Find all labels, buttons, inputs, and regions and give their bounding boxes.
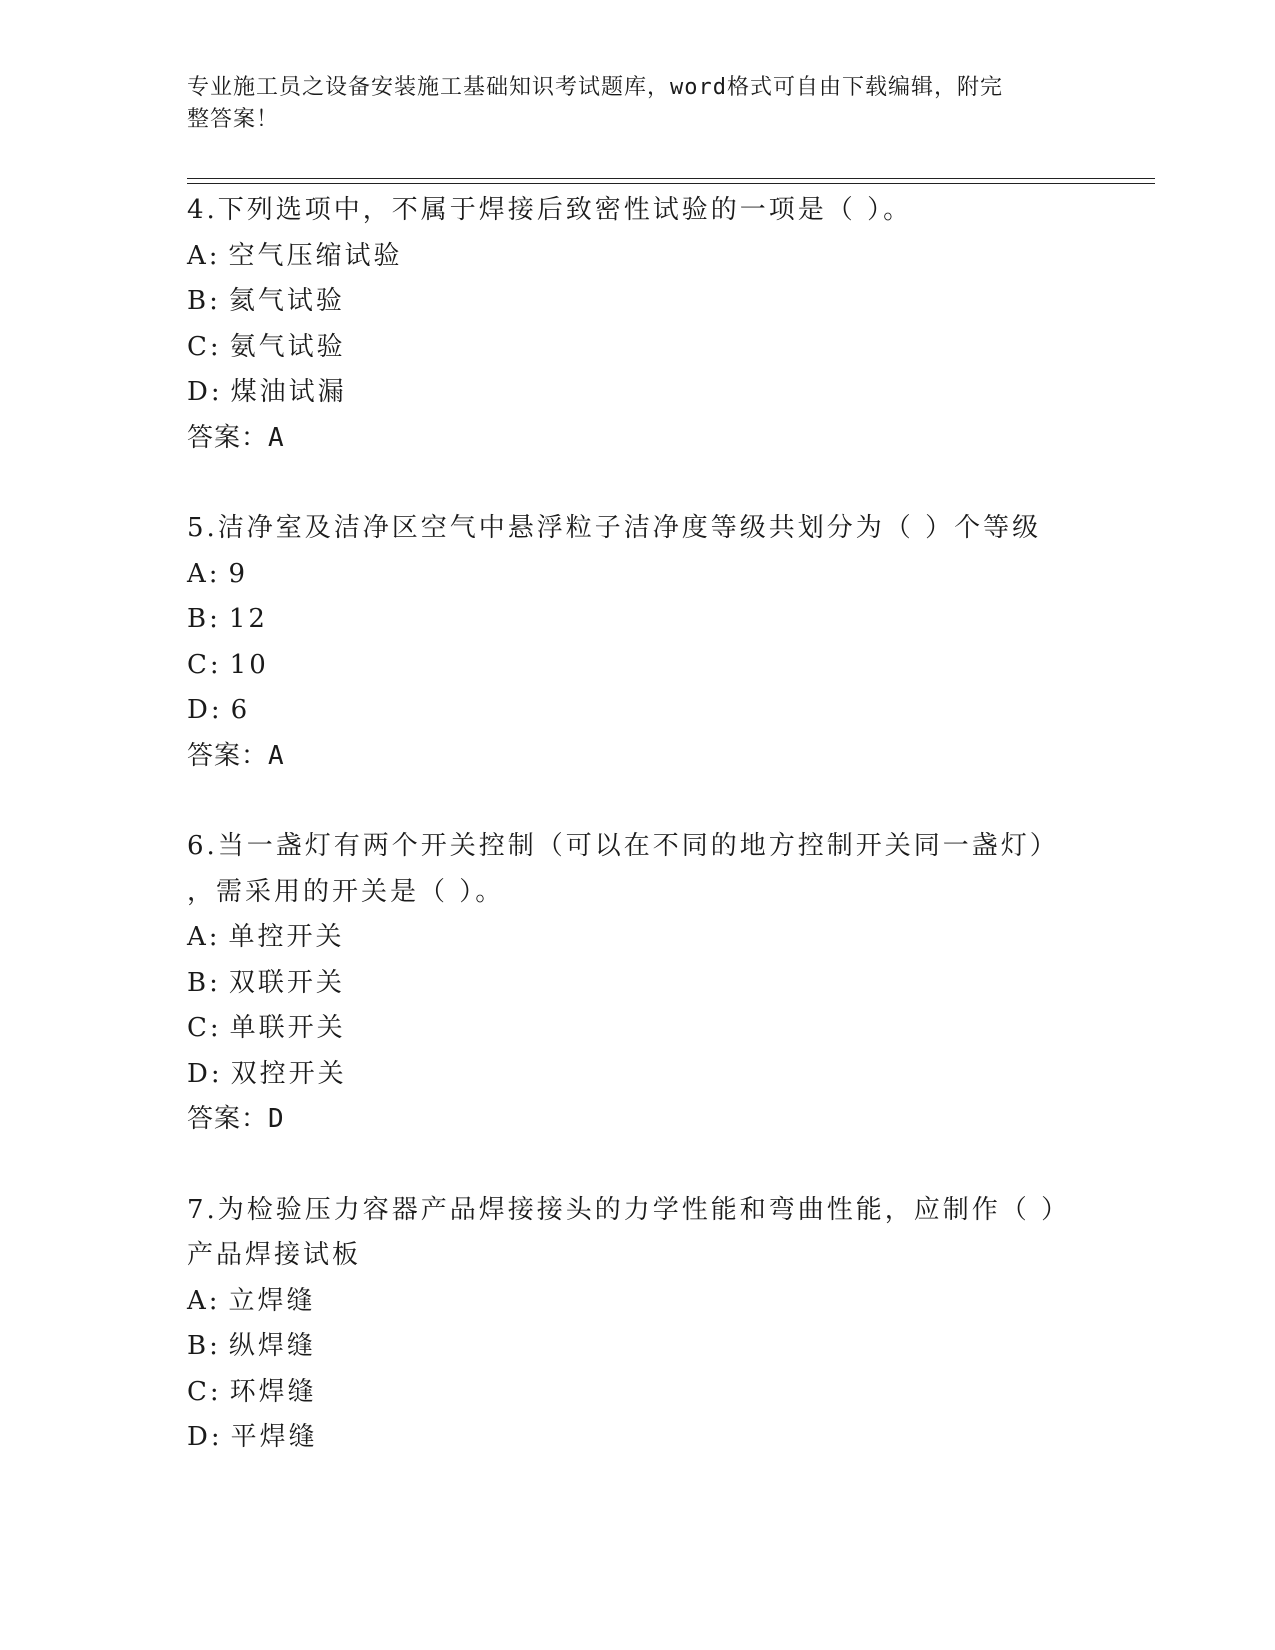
question-text-continued: 产品焊接试板: [187, 1240, 362, 1270]
question-text: 7.为检验压力容器产品焊接接头的力学性能和弯曲性能，应制作（ ）: [187, 1194, 1071, 1225]
option-text: 立焊缝: [228, 1285, 316, 1316]
option-text: 氨气试验: [229, 331, 346, 362]
option-letter: D:: [187, 1058, 223, 1089]
option-letter: B:: [187, 286, 221, 316]
option-d: [187, 1415, 1147, 1461]
option-text: 12: [228, 604, 268, 634]
option-text: 9: [228, 558, 249, 589]
option-d: [187, 688, 1147, 734]
option-text: 6: [230, 695, 251, 725]
option-letter: A:: [187, 240, 221, 271]
question-5: [187, 506, 1147, 779]
option-letter: C:: [187, 331, 222, 362]
option-letter: B:: [187, 967, 221, 998]
question-4: [187, 188, 1147, 461]
answer-value: A: [268, 740, 285, 771]
option-letter: C:: [187, 1376, 222, 1407]
header-line-2: 整答案！: [187, 107, 280, 132]
option-text: 空气压缩试验: [228, 240, 403, 271]
option-c: [187, 325, 1147, 371]
option-letter: A:: [187, 1285, 221, 1316]
option-a: [187, 915, 1147, 961]
question-text: 6.当一盏灯有两个开关控制（可以在不同的地方控制开关同一盏灯）: [187, 831, 1059, 861]
option-a: [187, 552, 1147, 598]
option-text: 单联开关: [229, 1013, 346, 1043]
header-divider-bottom: [187, 183, 1155, 184]
option-letter: D:: [187, 695, 223, 725]
option-b: [187, 1324, 1147, 1370]
option-letter: D:: [187, 1422, 223, 1452]
option-letter: C:: [187, 649, 222, 680]
option-text: 双控开关: [230, 1058, 347, 1089]
option-d: [187, 1052, 1147, 1098]
option-letter: A:: [187, 558, 221, 589]
answer: [187, 1097, 1147, 1143]
answer-value: D: [268, 1104, 285, 1134]
option-c: [187, 643, 1147, 689]
option-a: [187, 1279, 1147, 1325]
option-letter: A:: [187, 922, 221, 952]
question-text: 4.下列选项中，不属于焊接后致密性试验的一项是（ ）。: [187, 195, 913, 225]
question-list: [187, 188, 1147, 1461]
question-text-continued: ，需采用的开关是（ ）。: [187, 876, 505, 907]
option-a: [187, 234, 1147, 280]
option-text: 平焊缝: [230, 1422, 318, 1452]
document-header: [187, 72, 1067, 136]
answer: [187, 734, 1147, 780]
option-b: [187, 279, 1147, 325]
option-letter: B:: [187, 1331, 221, 1361]
option-letter: D:: [187, 377, 223, 407]
option-letter: C:: [187, 1013, 222, 1043]
option-d: [187, 370, 1147, 416]
question-6: [187, 824, 1147, 1143]
option-c: [187, 1370, 1147, 1416]
option-text: 煤油试漏: [230, 377, 347, 407]
option-text: 单控开关: [228, 922, 345, 952]
question-7: [187, 1188, 1147, 1461]
question-text: 5.洁净室及洁净区空气中悬浮粒子洁净度等级共划分为（ ）个等级: [187, 513, 1042, 543]
answer-label: 答案：: [187, 1104, 269, 1134]
option-text: 双联开关: [228, 967, 345, 998]
option-letter: B:: [187, 604, 221, 634]
answer: [187, 416, 1147, 462]
option-text: 环焊缝: [229, 1376, 317, 1407]
header-line-1: 专业施工员之设备安装施工基础知识考试题库，word格式可自由下载编辑，附完: [187, 75, 1003, 100]
answer-label: 答案：: [187, 740, 269, 771]
header-divider-top: [187, 178, 1155, 179]
answer-label: 答案：: [187, 422, 269, 453]
option-text: 纵焊缝: [228, 1331, 316, 1361]
option-c: [187, 1006, 1147, 1052]
answer-value: A: [268, 422, 285, 453]
option-text: 氦气试验: [228, 286, 345, 316]
option-text: 10: [229, 649, 269, 680]
option-b: [187, 961, 1147, 1007]
option-b: [187, 597, 1147, 643]
